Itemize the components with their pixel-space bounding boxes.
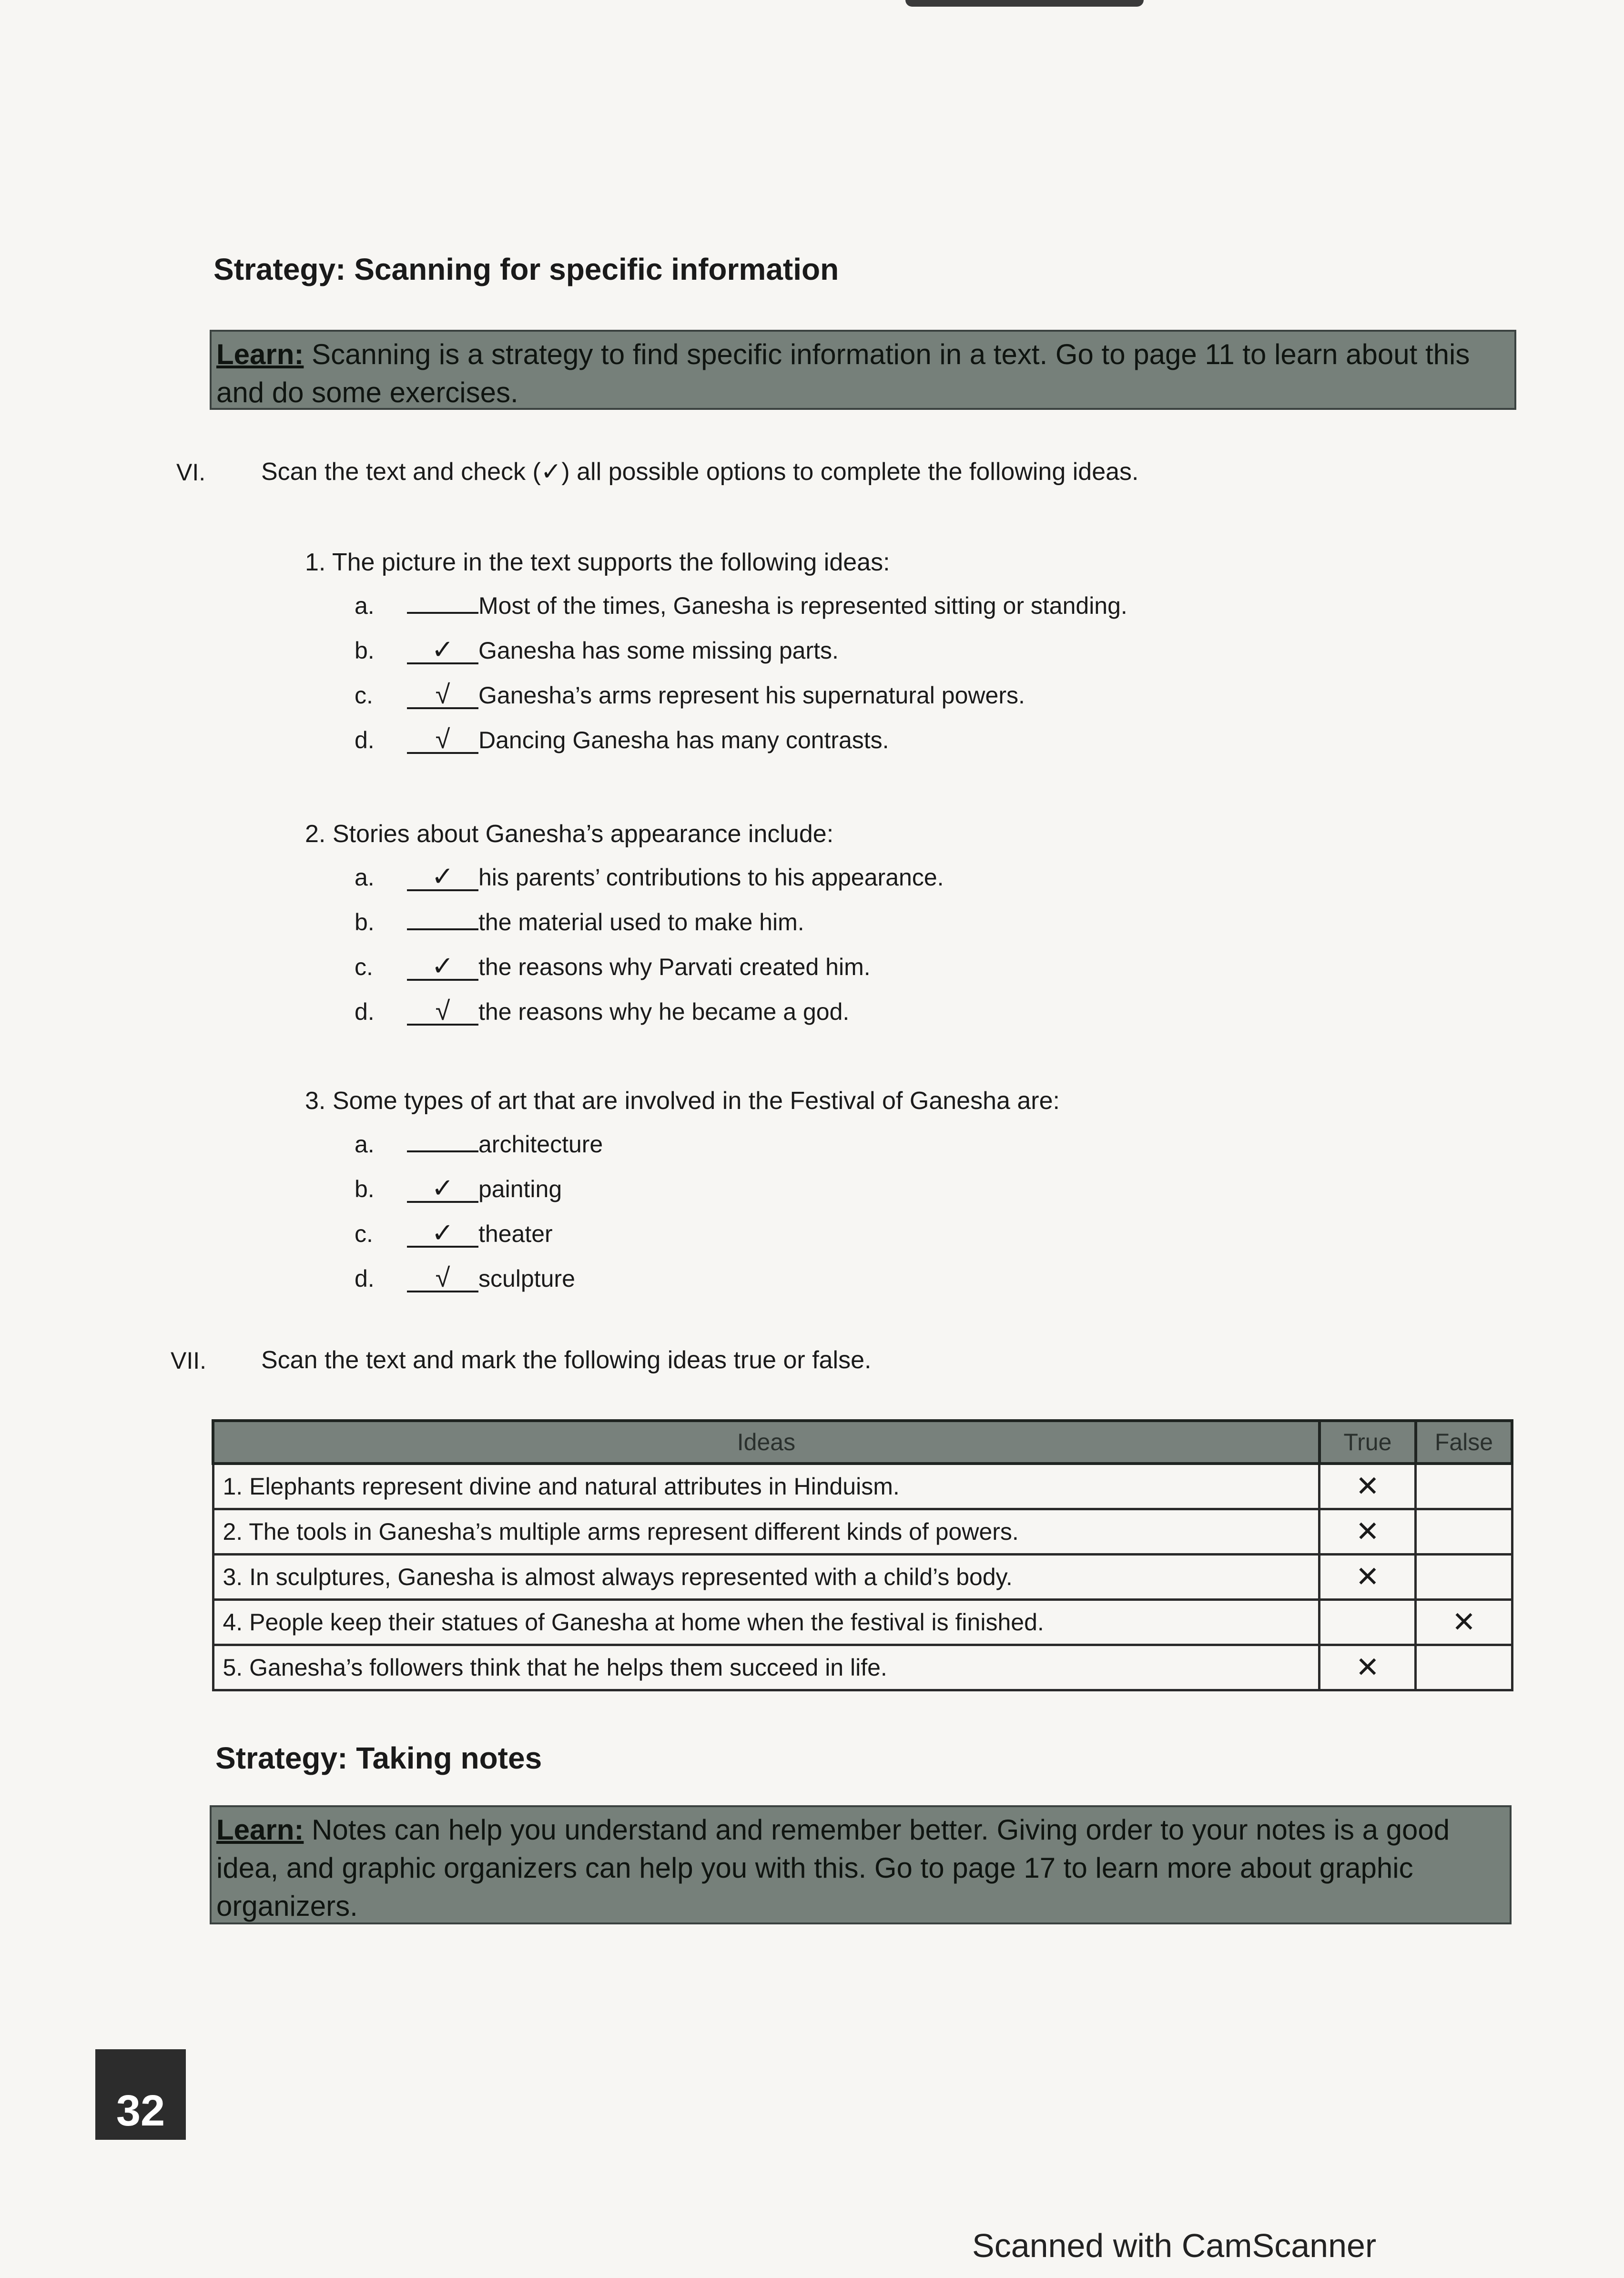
true-mark-cell[interactable] bbox=[1320, 1600, 1416, 1645]
exercise-vi-instruction: Scan the text and check (✓) all possible options to complete the following ideas. bbox=[261, 458, 1139, 486]
option-text: the material used to make him. bbox=[478, 909, 804, 936]
strategy-heading-notes: Strategy: Taking notes bbox=[215, 1741, 542, 1775]
answer-blank[interactable]: √ bbox=[407, 998, 478, 1026]
table-row bbox=[213, 1645, 1512, 1690]
option-letter: c. bbox=[355, 1220, 373, 1247]
false-mark-cell[interactable] bbox=[1416, 1509, 1512, 1555]
learn-label: Learn: bbox=[216, 338, 304, 370]
answer-blank[interactable]: √ bbox=[407, 681, 478, 709]
true-mark-cell[interactable]: ✕ bbox=[1320, 1645, 1416, 1690]
question-2: 2. Stories about Ganesha’s appearance include: bbox=[305, 820, 834, 848]
option-2-b bbox=[355, 908, 804, 936]
false-mark-cell[interactable] bbox=[1416, 1645, 1512, 1690]
idea-cell: 5. Ganesha’s followers think that he helps them succeed in life. bbox=[213, 1645, 1320, 1690]
option-3-d bbox=[355, 1262, 575, 1292]
question-1: 1. The picture in the text supports the following ideas: bbox=[305, 549, 890, 576]
answer-blank[interactable]: ✓ bbox=[407, 864, 478, 891]
table-row bbox=[213, 1464, 1512, 1509]
answer-blank[interactable]: √ bbox=[407, 726, 478, 754]
answer-blank[interactable]: ✓ bbox=[407, 1175, 478, 1203]
question-3: 3. Some types of art that are involved in the Festival of Ganesha are: bbox=[305, 1087, 1060, 1115]
scan-smudge bbox=[905, 0, 1144, 7]
option-text: painting bbox=[478, 1176, 562, 1202]
page-number: 32 bbox=[95, 2049, 186, 2140]
option-letter: a. bbox=[355, 1131, 375, 1158]
idea-cell: 3. In sculptures, Ganesha is almost always represented with a child’s body. bbox=[213, 1555, 1320, 1600]
true-column-header: True bbox=[1320, 1421, 1416, 1464]
option-text: the reasons why he became a god. bbox=[478, 998, 850, 1025]
table-header-row bbox=[213, 1421, 1512, 1464]
exercise-numeral-vi: VI. bbox=[176, 459, 206, 486]
option-text: the reasons why Parvati created him. bbox=[478, 954, 871, 980]
option-2-d bbox=[355, 998, 849, 1026]
learn-box-notes bbox=[210, 1805, 1512, 1924]
exercise-vii-instruction: Scan the text and mark the following ideas true or false. bbox=[261, 1346, 872, 1374]
option-letter: a. bbox=[355, 592, 375, 619]
option-3-c bbox=[355, 1220, 553, 1248]
exercise-numeral-vii: VII. bbox=[171, 1347, 207, 1374]
option-letter: c. bbox=[355, 954, 373, 980]
table-row bbox=[213, 1509, 1512, 1555]
option-letter: d. bbox=[355, 998, 375, 1025]
answer-blank[interactable]: ✓ bbox=[407, 637, 478, 664]
idea-cell: 2. The tools in Ganesha’s multiple arms represent different kinds of powers. bbox=[213, 1509, 1320, 1555]
option-letter: d. bbox=[355, 1265, 375, 1292]
option-letter: a. bbox=[355, 864, 375, 891]
learn-label: Learn: bbox=[216, 1814, 304, 1846]
option-text: Ganesha has some missing parts. bbox=[478, 637, 839, 664]
answer-blank[interactable]: ✓ bbox=[407, 1220, 478, 1248]
option-3-b bbox=[355, 1175, 562, 1203]
false-column-header: False bbox=[1416, 1421, 1512, 1464]
learn-text: Scanning is a strategy to find specific information in a text. Go to page 11 to learn about this and do some exercises. bbox=[216, 338, 1470, 408]
option-letter: b. bbox=[355, 1176, 375, 1202]
option-letter: d. bbox=[355, 727, 375, 753]
option-letter: b. bbox=[355, 637, 375, 664]
option-letter: b. bbox=[355, 909, 375, 936]
learn-text: Notes can help you understand and remember better. Giving order to your notes is a good idea, and graphic organizers can help you with this. Go to page 17 to learn more about graphic organizers. bbox=[216, 1814, 1450, 1922]
answer-blank[interactable] bbox=[407, 1150, 478, 1152]
learn-box-scanning bbox=[210, 330, 1516, 410]
answer-blank[interactable] bbox=[407, 612, 478, 614]
option-text: his parents’ contributions to his appearance. bbox=[478, 864, 944, 891]
false-mark-cell[interactable] bbox=[1416, 1464, 1512, 1509]
answer-blank[interactable]: ✓ bbox=[407, 953, 478, 981]
option-text: theater bbox=[478, 1220, 553, 1247]
true-mark-cell[interactable]: ✕ bbox=[1320, 1509, 1416, 1555]
answer-blank[interactable]: √ bbox=[407, 1265, 478, 1292]
option-text: architecture bbox=[478, 1131, 603, 1158]
table-row bbox=[213, 1555, 1512, 1600]
table-row bbox=[213, 1600, 1512, 1645]
false-mark-cell[interactable]: ✕ bbox=[1416, 1600, 1512, 1645]
option-1-d bbox=[355, 726, 889, 754]
true-false-table bbox=[212, 1419, 1513, 1691]
ideas-column-header: Ideas bbox=[213, 1421, 1320, 1464]
strategy-heading-scanning: Strategy: Scanning for specific information bbox=[213, 252, 839, 286]
option-2-c bbox=[355, 953, 871, 981]
option-text: Ganesha’s arms represent his supernatural powers. bbox=[478, 682, 1025, 709]
option-letter: c. bbox=[355, 682, 373, 709]
idea-cell: 4. People keep their statues of Ganesha at home when the festival is finished. bbox=[213, 1600, 1320, 1645]
option-2-a bbox=[355, 861, 944, 891]
option-1-c bbox=[355, 681, 1025, 709]
answer-blank[interactable] bbox=[407, 928, 478, 930]
option-text: Dancing Ganesha has many contrasts. bbox=[478, 727, 889, 753]
true-mark-cell[interactable]: ✕ bbox=[1320, 1555, 1416, 1600]
scanner-watermark: Scanned with CamScanner bbox=[972, 2227, 1377, 2264]
true-mark-cell[interactable]: ✕ bbox=[1320, 1464, 1416, 1509]
option-1-b bbox=[355, 634, 839, 664]
idea-cell: 1. Elephants represent divine and natural attributes in Hinduism. bbox=[213, 1464, 1320, 1509]
false-mark-cell[interactable] bbox=[1416, 1555, 1512, 1600]
option-1-a bbox=[355, 592, 1127, 620]
option-text: Most of the times, Ganesha is represented sitting or standing. bbox=[478, 592, 1127, 619]
option-text: sculpture bbox=[478, 1265, 575, 1292]
option-3-a bbox=[355, 1130, 603, 1158]
